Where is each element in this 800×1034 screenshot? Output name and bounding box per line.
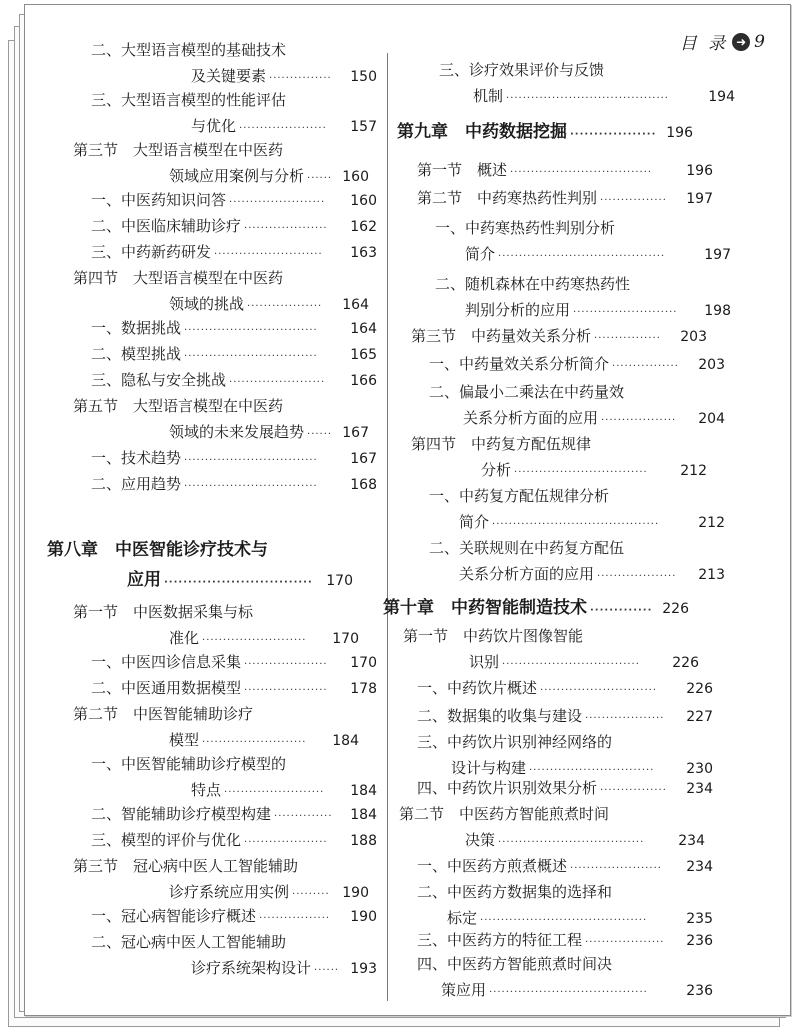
dot-leader: ··················	[570, 129, 657, 140]
dot-leader: ········································	[498, 251, 666, 262]
toc-entry-title: 第二节 中医智能辅助诊疗	[73, 705, 254, 723]
toc-entry-line	[47, 565, 357, 595]
toc-page-number: 226	[686, 681, 713, 697]
toc-page-number: 163	[350, 245, 377, 261]
dot-leader: ·············	[590, 605, 653, 616]
toc-entry-title: 设计与构建	[451, 759, 527, 777]
dot-leader: ····················	[244, 685, 328, 696]
toc-page-number: 170	[332, 631, 359, 647]
toc-entry-line	[435, 215, 735, 241]
toc-entry	[429, 535, 729, 587]
toc-entry-line	[73, 727, 363, 753]
toc-entry-title: 特点	[191, 781, 222, 799]
toc-entry	[91, 801, 381, 827]
toc-entry-title: 二、偏最小二乘法在中药量效	[429, 383, 625, 401]
toc-entry-line	[429, 483, 729, 509]
toc-entry-line	[73, 393, 373, 419]
toc-entry-title: 第九章 中药数据挖掘	[397, 122, 567, 142]
toc-entry-line	[429, 535, 729, 561]
toc-entry	[417, 879, 717, 931]
toc-entry-title: 标定	[447, 909, 478, 927]
dot-leader: ··························	[214, 249, 323, 260]
toc-page-number: 168	[350, 477, 377, 493]
toc-page-number: 166	[350, 373, 377, 389]
toc-entry-line	[91, 315, 381, 341]
toc-entry-line	[403, 623, 703, 649]
toc-entry	[435, 215, 735, 267]
toc-page-number: 197	[686, 191, 713, 207]
toc-entry-title: 决策	[465, 831, 496, 849]
dot-leader: ·················	[259, 913, 331, 924]
toc-page-number: 167	[342, 425, 369, 441]
toc-entry-title: 第三节 冠心病中医人工智能辅助	[73, 857, 299, 875]
toc-page-number: 160	[342, 169, 369, 185]
toc-page-number: 196	[686, 163, 713, 179]
toc-entry	[417, 775, 717, 801]
toc-page-number: 212	[698, 515, 725, 531]
toc-entry-line	[73, 137, 373, 163]
toc-page-number: 213	[698, 567, 725, 583]
toc-entry-line	[435, 271, 735, 297]
toc-entry	[439, 57, 739, 109]
toc-entry-title: 第二节 中医药方智能煎煮时间	[399, 805, 610, 823]
toc-entry-line	[73, 419, 373, 445]
toc-entry-title: 模型	[169, 731, 200, 749]
toc-page-number: 226	[662, 601, 689, 617]
toc-entry	[91, 471, 381, 497]
toc-page-number: 178	[350, 681, 377, 697]
dot-leader: ··································	[510, 167, 653, 178]
toc-entry-line	[91, 675, 381, 701]
toc-entry-title: 判别分析的应用	[465, 301, 571, 319]
toc-entry	[417, 157, 717, 183]
toc-entry	[435, 271, 735, 323]
toc-entry-line	[91, 213, 381, 239]
toc-entry-line	[439, 57, 739, 83]
toc-entry	[411, 323, 711, 349]
dot-leader: ···················	[585, 937, 665, 948]
dot-leader: ·······························	[164, 577, 313, 588]
toc-entry-line	[417, 675, 717, 701]
dot-leader: ································	[184, 325, 318, 336]
toc-entry-line	[91, 187, 381, 213]
dot-leader: ·································	[502, 659, 640, 670]
toc-entry-title: 一、中医药方煎煮概述	[417, 857, 568, 875]
dot-leader: ··················	[601, 415, 677, 426]
toc-entry-title: 三、诊疗效果评价与反馈	[439, 61, 605, 79]
toc-page-number: 184	[332, 733, 359, 749]
toc-entry-line	[411, 457, 711, 483]
toc-entry-title: 第五节 大型语言模型在中医药	[73, 397, 284, 415]
toc-entry-title: 诊疗系统应用实例	[169, 883, 290, 901]
toc-entry-line	[417, 927, 717, 953]
toc-section-entry	[73, 393, 373, 445]
toc-entry	[429, 483, 729, 535]
toc-entry-line	[91, 87, 381, 113]
toc-entry-line	[91, 37, 381, 63]
toc-entry-line	[439, 83, 739, 109]
toc-entry-line	[91, 801, 381, 827]
toc-entry-line	[91, 341, 381, 367]
toc-entry	[411, 431, 711, 483]
toc-page-number: 164	[350, 321, 377, 337]
toc-page-number: 212	[680, 463, 707, 479]
toc-entry	[91, 87, 381, 139]
toc-entry	[91, 367, 381, 393]
dot-leader: ································	[184, 481, 318, 492]
toc-chapter-entry	[47, 535, 357, 595]
toc-page-number: 204	[698, 411, 725, 427]
dot-leader: ···············	[269, 73, 332, 84]
toc-entry-title: 策应用	[441, 981, 487, 999]
toc-entry	[91, 649, 381, 675]
toc-entry-line	[73, 701, 363, 727]
toc-entry-title: 一、中医药知识问答	[91, 191, 227, 209]
toc-entry-line	[73, 163, 373, 189]
toc-entry-line	[73, 853, 373, 879]
toc-entry-title: 简介	[465, 245, 496, 263]
toc-entry-title: 第八章 中医智能诊疗技术与	[47, 540, 268, 560]
toc-entry-title: 领域的挑战	[169, 295, 245, 313]
toc-page-number: 236	[686, 933, 713, 949]
dot-leader: ······	[314, 965, 340, 976]
toc-page-number: 184	[350, 807, 377, 823]
dot-leader: ··················	[247, 301, 323, 312]
toc-entry-title: 机制	[473, 87, 504, 105]
toc-entry	[417, 675, 717, 701]
toc-entry-line	[435, 297, 735, 323]
toc-entry-title: 二、智能辅助诊疗模型构建	[91, 805, 272, 823]
toc-entry-title: 二、大型语言模型的基础技术	[91, 41, 287, 59]
dot-leader: ······························	[529, 765, 655, 776]
toc-entry-line	[417, 853, 717, 879]
toc-entry-title: 一、中医智能辅助诊疗模型的	[91, 755, 287, 773]
toc-entry	[91, 341, 381, 367]
toc-entry-line	[73, 625, 363, 651]
toc-entry	[91, 445, 381, 471]
toc-entry-title: 三、隐私与安全挑战	[91, 371, 227, 389]
toc-page-number: 230	[686, 761, 713, 777]
toc-page-number: 162	[350, 219, 377, 235]
toc-entry-title: 第四节 大型语言模型在中医药	[73, 269, 284, 287]
dot-leader: ···················	[585, 713, 665, 724]
toc-entry	[417, 185, 717, 211]
toc-entry-title: 领域的未来发展趋势	[169, 423, 305, 441]
toc-entry-title: 第三节 大型语言模型在中医药	[73, 141, 284, 159]
toc-page-number: 160	[350, 193, 377, 209]
dot-leader: ········································	[480, 915, 648, 926]
toc-entry-line	[417, 729, 717, 755]
toc-entry-title: 第四节 中药复方配伍规律	[411, 435, 592, 453]
toc-page-number: 170	[350, 655, 377, 671]
toc-entry	[429, 351, 729, 377]
toc-entry-line	[399, 801, 709, 827]
toc-entry-line	[47, 535, 357, 565]
toc-section-entry	[73, 853, 373, 905]
toc-page-number: 193	[350, 961, 377, 977]
toc-entry-title: 二、模型挑战	[91, 345, 182, 363]
toc-entry	[91, 929, 381, 981]
toc-page-number: 234	[678, 833, 705, 849]
dot-leader: ································	[514, 467, 648, 478]
toc-entry-line	[411, 323, 711, 349]
toc-entry-title: 二、中医通用数据模型	[91, 679, 242, 697]
toc-entry	[91, 239, 381, 265]
dot-leader: ································	[184, 351, 318, 362]
toc-entry-line	[429, 561, 729, 587]
toc-entry	[91, 903, 381, 929]
toc-entry	[399, 801, 709, 853]
toc-page-number: 203	[698, 357, 725, 373]
toc-entry-line	[91, 777, 381, 803]
dot-leader: ·········	[292, 889, 330, 900]
toc-entry-line	[417, 951, 717, 977]
toc-page-number: 198	[704, 303, 731, 319]
toc-entry	[91, 751, 381, 803]
toc-page-number: 197	[704, 247, 731, 263]
toc-entry-title: 第一节 中药饮片图像智能	[403, 627, 584, 645]
toc-entry-title: 第三节 中药量效关系分析	[411, 327, 592, 345]
toc-entry-line	[397, 117, 697, 147]
toc-entry-title: 与优化	[191, 117, 237, 135]
toc-entry-title: 关系分析方面的应用	[459, 565, 595, 583]
toc-section-entry	[73, 599, 363, 651]
toc-entry-line	[91, 471, 381, 497]
toc-page-number: 150	[350, 69, 377, 85]
toc-entry-line	[403, 649, 703, 675]
toc-page-number: 190	[350, 909, 377, 925]
toc-entry-title: 三、中药新药研发	[91, 243, 212, 261]
toc-entry-title: 简介	[459, 513, 490, 531]
toc-entry-title: 应用	[127, 570, 161, 590]
toc-entry	[403, 623, 703, 675]
toc-entry-title: 二、随机森林在中药寒热药性	[435, 275, 631, 293]
toc-entry	[417, 729, 717, 781]
dot-leader: ······················	[570, 863, 662, 874]
toc-entry-line	[91, 113, 381, 139]
toc-section-entry	[73, 265, 373, 317]
toc-entry-title: 关系分析方面的应用	[463, 409, 599, 427]
toc-section-entry	[73, 137, 373, 189]
toc-entry-line	[417, 157, 717, 183]
toc-entry-title: 三、大型语言模型的性能评估	[91, 91, 287, 109]
toc-entry-title: 二、中医药方数据集的选择和	[417, 883, 613, 901]
toc-page-number: 194	[708, 89, 735, 105]
toc-entry-title: 三、中药饮片识别神经网络的	[417, 733, 613, 751]
toc-chapter-entry	[397, 117, 697, 147]
dot-leader: ·······················	[229, 377, 326, 388]
toc-entry-line	[417, 703, 717, 729]
toc-entry-line	[429, 509, 729, 535]
toc-page-number: 190	[342, 885, 369, 901]
dot-leader: ···················	[597, 571, 677, 582]
toc-page-number: 234	[686, 859, 713, 875]
dot-leader: ······	[307, 173, 333, 184]
toc-entry	[91, 675, 381, 701]
toc-entry-title: 及关键要素	[191, 67, 267, 85]
toc-entry	[91, 213, 381, 239]
toc-entry-line	[429, 379, 729, 405]
toc-page-number: 234	[686, 781, 713, 797]
toc-page-number: 184	[350, 783, 377, 799]
toc-entry-line	[435, 241, 735, 267]
dot-leader: ······	[307, 429, 333, 440]
dot-leader: ·························	[202, 737, 307, 748]
toc-entry-title: 第十章 中药智能制造技术	[383, 598, 587, 618]
toc-entry-line	[91, 929, 381, 955]
toc-entry-title: 三、中医药方的特征工程	[417, 931, 583, 949]
dot-leader: ················	[594, 333, 661, 344]
dot-leader: ·······································	[506, 93, 669, 104]
toc-entry	[417, 853, 717, 879]
toc-section-entry	[73, 701, 363, 753]
toc-entry-title: 一、中药量效关系分析简介	[429, 355, 610, 373]
toc-entry-title: 二、关联规则在中药复方配伍	[429, 539, 625, 557]
toc-page-number: 157	[350, 119, 377, 135]
dot-leader: ···································	[498, 837, 645, 848]
toc-entry	[417, 703, 717, 729]
toc-page-number: 196	[666, 125, 693, 141]
toc-entry-line	[91, 827, 381, 853]
dot-leader: ·····················	[239, 123, 327, 134]
dot-leader: ················	[600, 195, 667, 206]
toc-page-number: 236	[686, 983, 713, 999]
toc-entry-line	[429, 405, 729, 431]
dot-leader: ························	[224, 787, 325, 798]
toc-entry-line	[383, 593, 693, 623]
toc-page-number: 170	[326, 573, 353, 589]
dot-leader: ································	[184, 455, 318, 466]
toc-entry-title: 准化	[169, 629, 200, 647]
toc-entry-title: 二、数据集的收集与建设	[417, 707, 583, 725]
toc-entry-line	[91, 63, 381, 89]
dot-leader: ················	[612, 361, 679, 372]
toc-page-number: 235	[686, 911, 713, 927]
dot-leader: ··············	[274, 811, 333, 822]
page-header	[680, 29, 768, 54]
dot-leader: ·························	[573, 307, 678, 318]
toc-entry	[91, 827, 381, 853]
arrow-right-icon: ➜	[732, 33, 750, 51]
toc-entry-title: 一、中药复方配伍规律分析	[429, 487, 610, 505]
toc-entry	[417, 951, 717, 1003]
toc-entry-title: 四、中医药方智能煎煮时间决	[417, 955, 613, 973]
toc-entry-title: 一、中药饮片概述	[417, 679, 538, 697]
toc-entry-title: 一、中药寒热药性判别分析	[435, 219, 616, 237]
toc-entry-line	[399, 827, 709, 853]
toc-entry-line	[91, 903, 381, 929]
toc-entry-line	[91, 367, 381, 393]
toc-page-number: 226	[672, 655, 699, 671]
toc-entry-title: 一、冠心病智能诊疗概述	[91, 907, 257, 925]
toc-entry-title: 第一节 中医数据采集与标	[73, 603, 254, 621]
toc-entry-line	[417, 977, 717, 1003]
toc-entry-title: 诊疗系统架构设计	[191, 959, 312, 977]
toc-entry	[429, 379, 729, 431]
toc-entry	[91, 187, 381, 213]
toc-entry-line	[73, 879, 373, 905]
page-number: 9	[754, 31, 768, 52]
dot-leader: ····················	[244, 223, 328, 234]
toc-entry-title: 一、中医四诊信息采集	[91, 653, 242, 671]
toc-page-number: 164	[342, 297, 369, 313]
toc-page-number: 167	[350, 451, 377, 467]
toc-entry	[91, 315, 381, 341]
toc-entry-title: 一、数据挑战	[91, 319, 182, 337]
toc-entry-title: 二、中医临床辅助诊疗	[91, 217, 242, 235]
dot-leader: ········································	[492, 519, 660, 530]
toc-entry-title: 二、冠心病中医人工智能辅助	[91, 933, 287, 951]
dot-leader: ····························	[540, 685, 658, 696]
toc-entry-line	[91, 239, 381, 265]
toc-entry	[417, 927, 717, 953]
dot-leader: ····················	[244, 659, 328, 670]
toc-entry-title: 第二节 中药寒热药性判别	[417, 189, 598, 207]
toc-entry-line	[73, 265, 373, 291]
toc-entry-line	[91, 445, 381, 471]
toc-page-number: 227	[686, 709, 713, 725]
column-divider	[387, 53, 388, 1001]
toc-entry-line	[73, 599, 363, 625]
dot-leader: ····················	[244, 837, 328, 848]
toc-entry-title: 第一节 概述	[417, 161, 508, 179]
toc-entry-line	[73, 291, 373, 317]
toc-page-number: 203	[680, 329, 707, 345]
header-label: 目 录	[679, 34, 729, 54]
toc-entry	[91, 37, 381, 89]
toc-entry-line	[91, 955, 381, 981]
toc-entry-title: 三、模型的评价与优化	[91, 831, 242, 849]
toc-page-number: 188	[350, 833, 377, 849]
toc-entry-title: 四、中药饮片识别效果分析	[417, 779, 598, 797]
dot-leader: ·······················	[229, 197, 326, 208]
dot-leader: ······································	[489, 987, 648, 998]
toc-entry-line	[91, 751, 381, 777]
dot-leader: ················	[600, 785, 667, 796]
toc-entry-line	[429, 351, 729, 377]
toc-entry-line	[411, 431, 711, 457]
toc-page	[24, 4, 791, 1016]
toc-entry-title: 分析	[481, 461, 512, 479]
toc-entry-line	[417, 185, 717, 211]
dot-leader: ·························	[202, 635, 307, 646]
toc-entry-line	[417, 879, 717, 905]
toc-chapter-entry	[383, 593, 693, 623]
toc-page-number: 165	[350, 347, 377, 363]
toc-entry-line	[417, 775, 717, 801]
toc-entry-title: 二、应用趋势	[91, 475, 182, 493]
toc-entry-title: 领域应用案例与分析	[169, 167, 305, 185]
toc-entry-title: 一、技术趋势	[91, 449, 182, 467]
toc-entry-line	[91, 649, 381, 675]
toc-entry-title: 识别	[469, 653, 500, 671]
